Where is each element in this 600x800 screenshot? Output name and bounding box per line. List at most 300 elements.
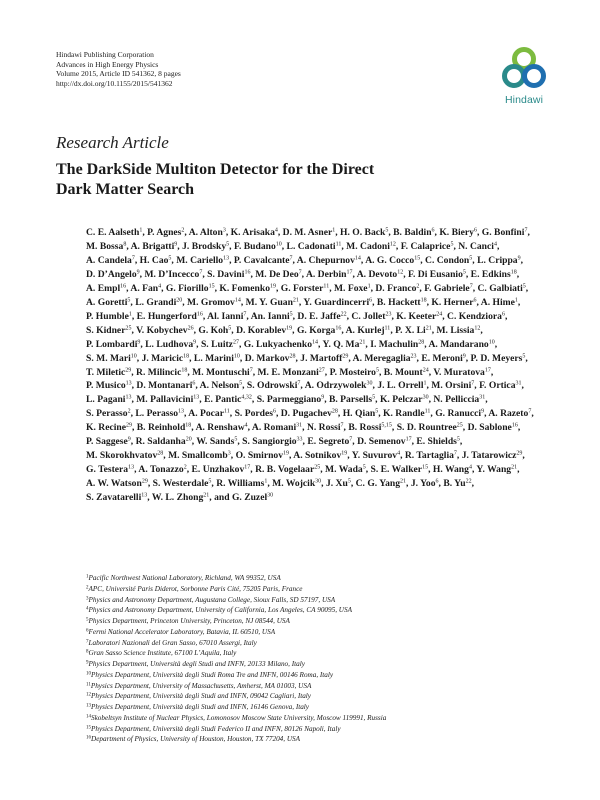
affiliation-number: 9 — [86, 660, 89, 666]
author-affiliation-ref: 1 — [139, 227, 143, 234]
affiliation-item — [86, 648, 556, 659]
author-name: H. Wang — [432, 464, 469, 476]
author-name: A. Fan — [130, 282, 159, 294]
author-name: C. G. Yang — [355, 478, 401, 490]
author-name: A. Nelson — [199, 380, 240, 392]
author-name: G. Bonfini — [481, 227, 525, 238]
author — [176, 255, 229, 266]
author-affiliation-ref: 5 — [469, 255, 473, 262]
author — [137, 311, 203, 322]
author-affiliation-ref: 7 — [528, 408, 532, 415]
author-name: S. M. Mari — [86, 352, 131, 364]
doi-link[interactable]: http://dx.doi.org/10.1155/2015/541362 — [56, 78, 173, 88]
journal-info — [56, 50, 181, 88]
author — [428, 339, 494, 350]
author-name: J. Yoo — [410, 478, 436, 490]
author-affiliation-ref: 7 — [131, 255, 135, 262]
author-name: Y. Guardincerri — [303, 296, 370, 308]
author-affiliation-ref: 4 — [493, 241, 497, 248]
author-name: A. Empl — [86, 282, 121, 294]
author-name: J. L. Orrell — [377, 380, 424, 392]
author-affiliation-ref: 26 — [187, 325, 194, 332]
author-name: S. Zavatarelli — [86, 492, 142, 504]
author-affiliation-ref: 11 — [323, 283, 330, 290]
affiliation-text: Physics Department, Università degli Studi and INFN, 20133 Milano, Italy — [88, 660, 305, 668]
affiliation-item — [86, 605, 556, 616]
author — [153, 478, 212, 489]
author — [431, 380, 474, 391]
title-line-2: Dark Matter Search — [56, 181, 195, 198]
author — [198, 325, 231, 336]
author — [306, 269, 353, 280]
publisher-name: Hindawi Publishing Corporation — [56, 50, 154, 59]
author-name: M. Montuschi — [192, 366, 250, 378]
author — [86, 408, 131, 419]
author-name: K. Herner — [431, 296, 474, 308]
author — [136, 325, 194, 336]
author-name: J. Brodsky — [182, 240, 227, 252]
article-type: Research Article — [56, 133, 169, 152]
author-affiliation-ref: 1 — [128, 311, 132, 318]
article-title — [56, 160, 476, 200]
author-name: A. Alton — [188, 227, 223, 238]
author-name: P. Cavalcante — [233, 254, 290, 266]
author-affiliation-ref: 29 — [342, 353, 349, 360]
author-name: P. Humble — [86, 310, 129, 322]
author — [281, 283, 329, 294]
author-affiliation-ref: 4 — [274, 227, 278, 234]
author — [86, 255, 135, 266]
author-name: S. Davini — [207, 268, 245, 280]
author-affiliation-ref: 16 — [120, 283, 127, 290]
author — [86, 367, 131, 378]
author-affiliation-ref: 20 — [176, 297, 183, 304]
author-name: M. Wada — [325, 464, 363, 476]
author — [371, 464, 429, 475]
author — [436, 325, 480, 336]
author-name: S. Pordes — [234, 408, 273, 420]
author-affiliation-ref: 14 — [234, 297, 241, 304]
author-name: D. D’Angelo — [86, 268, 137, 280]
author — [86, 478, 148, 489]
author — [247, 380, 300, 391]
affiliation-number: 1 — [86, 574, 89, 580]
author-affiliation-ref: 5 — [226, 241, 230, 248]
affiliation-text: Physics Department, Università degli Studi and INFN, 16146 Genova, Italy — [91, 703, 309, 711]
author-affiliation-ref: 30 — [315, 478, 322, 485]
affiliation-item — [86, 573, 556, 584]
author-affiliation-ref: 7 — [297, 380, 301, 387]
author-name: M. Foxe — [334, 282, 368, 294]
author — [207, 269, 250, 280]
author-affiliation-ref: 9 — [174, 241, 178, 248]
author-name: R. B. Vogelaar — [255, 464, 315, 476]
author-name: F. Gabriele — [424, 282, 470, 294]
author-affiliation-ref: 5 — [234, 436, 238, 443]
author — [234, 255, 293, 266]
author — [433, 464, 472, 475]
author — [346, 325, 391, 336]
author — [482, 227, 528, 238]
author-affiliation-ref: 4 — [397, 450, 401, 457]
author — [340, 227, 388, 238]
affiliation-item — [86, 659, 556, 670]
affiliation-item — [86, 670, 556, 681]
author — [86, 227, 142, 238]
affiliation-number: 8 — [86, 649, 89, 655]
author-affiliation-ref: 13 — [193, 394, 200, 401]
hindawi-logo-text: Hindawi — [504, 94, 544, 106]
author-name: M. De Deo — [255, 268, 299, 280]
affiliation-number: 13 — [86, 703, 91, 709]
author-affiliation-ref: 17 — [405, 436, 412, 443]
author-name: B. Hackett — [376, 296, 421, 308]
affiliation-text: Pacific Northwest National Laboratory, Richland, WA 99352, USA — [88, 574, 281, 582]
author — [383, 408, 430, 419]
author — [468, 422, 518, 433]
author-name: A. Chepurnov — [296, 254, 355, 266]
author-affiliation-ref: 18 — [183, 353, 190, 360]
author — [395, 325, 432, 336]
author-name: A. G. Cocco — [365, 254, 415, 266]
author-name: A. Devoto — [356, 268, 398, 280]
author-affiliation-ref: 5 — [239, 380, 243, 387]
author-affiliation-ref: 7 — [349, 436, 353, 443]
author-name: Y. Suvurov — [351, 450, 398, 462]
author-name: A. Hime — [480, 296, 515, 308]
author-affiliation-ref: 10 — [130, 353, 137, 360]
author-name: M. Skorokhvatov — [86, 450, 158, 462]
author — [135, 297, 182, 308]
author — [86, 380, 132, 391]
author-name: A. Romani — [251, 422, 297, 434]
author-affiliation-ref: 29 — [141, 478, 148, 485]
author — [145, 339, 196, 350]
author — [300, 353, 348, 364]
author — [244, 339, 318, 350]
author-name: A. Renshaw — [195, 422, 245, 434]
author-affiliation-ref: 16 — [244, 269, 251, 276]
author-name: S. Odrowski — [246, 380, 298, 392]
author-name: C. Condon — [425, 254, 470, 266]
author — [305, 380, 373, 391]
author-affiliation-ref: 5 — [522, 283, 526, 290]
author-name: M. Wojcik — [272, 478, 316, 490]
author-name: P. D. Meyers — [470, 352, 523, 364]
author-affiliation-ref: 11 — [335, 241, 342, 248]
author-name: S. Kidner — [86, 324, 126, 336]
author-affiliation-ref: 13 — [128, 464, 135, 471]
author — [196, 436, 237, 447]
author — [477, 255, 521, 266]
author-affiliation-ref: 9 — [127, 436, 131, 443]
author — [152, 492, 209, 503]
author — [255, 269, 301, 280]
author-affiliation-ref: 5 — [168, 255, 172, 262]
author-affiliation-ref: 16 — [511, 422, 518, 429]
author — [188, 408, 229, 419]
author-name: G. Ranucci — [435, 408, 482, 420]
author-name: A. Derbin — [305, 268, 347, 280]
author — [281, 408, 338, 419]
affiliation-number: 7 — [86, 639, 89, 644]
author — [86, 422, 132, 433]
author-name: A. Brigatti — [130, 240, 175, 252]
author-name: D. Pugachev — [280, 408, 332, 420]
author — [192, 464, 251, 475]
author-name: An. Ianni — [250, 310, 290, 322]
author — [192, 367, 253, 378]
affiliation-item — [86, 724, 556, 735]
author-name: M. Lissia — [436, 324, 475, 336]
author-affiliation-ref: 29 — [516, 450, 523, 457]
author — [303, 297, 372, 308]
affiliation-text: Physics Department, Princeton University, Princeton, NJ 08544, USA — [88, 617, 290, 625]
author-affiliation-ref: 23 — [410, 353, 417, 360]
author-name: G. Fiorillo — [165, 282, 209, 294]
author — [252, 422, 302, 433]
author-name: F. Ortica — [479, 380, 516, 392]
author-name: D. M. Asner — [282, 227, 333, 238]
author — [194, 353, 240, 364]
author-name: P. Mosteiro — [329, 366, 376, 378]
author — [424, 283, 472, 294]
author-affiliation-ref: 5 — [375, 408, 379, 415]
author — [297, 311, 346, 322]
author — [297, 255, 361, 266]
author-affiliation-ref: 11 — [424, 408, 431, 415]
author — [272, 478, 321, 489]
author — [231, 227, 278, 238]
author — [86, 325, 131, 336]
author — [396, 311, 442, 322]
author-affiliation-ref: 27 — [318, 367, 325, 374]
author — [187, 297, 241, 308]
author-name: C. E. Aalseth — [86, 227, 140, 238]
author-affiliation-ref: 1 — [264, 478, 268, 485]
author-name: Al. Ianni — [207, 310, 244, 322]
author-affiliation-ref: 4,32 — [241, 394, 252, 401]
author-name: E. Meroni — [421, 352, 463, 364]
author-affiliation-ref: 24 — [436, 311, 443, 318]
author-affiliation-ref: 5 — [385, 227, 389, 234]
author-affiliation-ref: 7 — [298, 269, 302, 276]
author-affiliation-ref: 12 — [389, 241, 396, 248]
author-affiliation-ref: 31 — [296, 422, 303, 429]
author-name: B. Reinhold — [136, 422, 186, 434]
author-name: W. Sands — [196, 436, 235, 448]
author-name: S. D. Rountree — [396, 422, 457, 434]
author-name: B. Parsells — [328, 394, 373, 406]
author-affiliation-ref: 6 — [435, 478, 439, 485]
author-affiliation-ref: 30 — [422, 394, 429, 401]
author-affiliation-ref: 5,15 — [381, 422, 392, 429]
author — [245, 353, 296, 364]
author-affiliation-ref: 17 — [244, 464, 251, 471]
author-joiner: and — [214, 492, 230, 504]
author — [405, 450, 457, 461]
author-affiliation-ref: 2 — [183, 464, 187, 471]
author-affiliation-ref: 13 — [125, 380, 132, 387]
affiliation-number: 14 — [86, 714, 91, 720]
author-affiliation-ref: 21 — [511, 464, 518, 471]
author-affiliation-ref: 30 — [366, 380, 373, 387]
author — [433, 394, 485, 405]
author — [86, 311, 132, 322]
author-list: C. E. Aalseth$^1$, P. Agnes$^2$, A. Alton$^3$, K. Arisaka$^4$, D. M. Asner$^1$, H. O. Back$^5$, B. Baldin$^6$, K. Biery$^6$, G. Bonfini$^7$, M. Bossa$^8$, A. Brigatti$^9$, J. Brodsky$^5$, F. Budano$^{10}$, L. Cadonati$^{11}$, M. Cadoni$^{12}$, F. Calaprice$^5$, N. Canci$^4$, A. Candela$^7$, H. Cao$^5$, M. Cariello$^{13}$, P. Cavalcante$^7$, A. Chepurnov$^{14}$, A. G. Cocco$^{15}$, C. Condon$^5$, L. Crippa$^9$, D. D’Angelo$^9$, M. D’Incecco$^7$, S. Davini$^{16}$, M. De Deo$^7$, A. Derbin$^{17}$, A. Devoto$^{12}$, F. Di Eusanio$^5$, E. Edkins$^{18}$, A. Empl$^{16}$, A. Fan$^4$, G. Fiorillo$^{15}$, K. Fomenko$^{19}$, G. Forster$^{11}$, M. Foxe$^1$, D. Franco$^2$, F. Gabriele$^7$, C. Galbiati$^5$, A. Goretti$^5$, L. Grandi$^{20}$, M. Gromov$^{14}$, M. Y. Guan$^{21}$, Y. Guardincerri$^6$, B. Hackett$^{18}$, K. Herner$^6$, A. Hime$^1$, P. Humble$^1$, E. Hungerford$^{16}$, Al. Ianni$^7$, An. Ianni$^5$, D. E. Jaffe$^{22}$, C. Jollet$^{23}$, K. Keeter$^{24}$, C. Kendziora$^6$, S. Kidner$^{25}$, V. Kobychev$^{26}$, G. Koh$^5$, D. Korablev$^{19}$, G. Korga$^{16}$, A. Kurlej$^{11}$, P. X. Li$^{21}$, M. Lissia$^{12}$, P. Lombardi$^9$, L. Ludhova$^9$, S. Luitz$^{27}$, G. Lukyachenko$^{14}$, Y. Q. Ma$^{21}$, I. Machulin$^{28}$, A. Mandarano$^{10}$, S. M. Mari$^{10}$, J. Maricic$^{18}$, L. Marini$^{10}$, D. Markov$^{28}$, J. Martoff$^{29}$, A. Meregaglia$^{23}$, E. Meroni$^9$, P. D. Meyers$^5$, T. Miletic$^{29}$, R. Milincic$^{18}$, M. Montuschi$^7$, M. E. Monzani$^{27}$, P. Mosteiro$^5$, B. Mount$^{24}$, V. Muratova$^{17}$, P. Musico$^{13}$, D. Montanari$^6$, A. Nelson$^5$, S. Odrowski$^7$, A. Odrzywolek$^{30}$, J. L. Orrell$^1$, M. Orsini$^7$, F. Ortica$^{31}$, L. Pagani$^{13}$, M. Pallavicini$^{13}$, E. Pantic$^{4,32}$, S. Parmeggiano$^9$, B. Parsells$^5$, K. Pelczar$^{30}$, N. Pelliccia$^{31}$, S. Perasso$^2$, L. Perasso$^{13}$, A. Pocar$^{11}$, S. Pordes$^6$, D. Pugachev$^{28}$, H. Qian$^5$, K. Randle$^{11}$, G. Ranucci$^9$, A. Razeto$^7$, K. Recine$^{29}$, B. Reinhold$^{18}$, A. Renshaw$^4$, A. Romani$^{31}$, N. Rossi$^7$, B. Rossi$^{5,15}$, S. D. Rountree$^{25}$, D. Sablone$^{16}$, P. Saggese$^9$, R. Saldanha$^{20}$, W. Sands$^5$, S. Sangiorgio$^{33}$, E. Segreto$^7$, D. Semenov$^{17}$, E. Shields$^5$, M. Skorokhvatov$^{28}$, M. Smallcomb$^3$, O. Smirnov$^{19}$, A. Sotnikov$^{19}$, Y. Suvurov$^4$, R. Tartaglia$^7$, J. Tatarowicz$^{29}$, G. Testera$^{13}$, A. Tonazzo$^2$, E. Unzhakov$^{17}$, R. B. Vogelaar$^{25}$, M. Wada$^5$, S. E. Walker$^{15}$, H. Wang$^4$, Y. Wang$^{21}$, A. W. Watson$^{29}$, S. Westerdale$^5$, R. Williams$^1$, M. Wojcik$^{30}$, J. Xu$^5$, C. G. Yang$^{21}$, J. Yoo$^6$, B. Yu$^{22}$, S. Zavatarelli$^{13}$, W. L. Zhong$^{21}$, and G. Zuzel$^{30}$ — [86, 227, 534, 504]
author-name: J. Xu — [325, 478, 348, 490]
author-affiliation-ref: 6 — [473, 227, 477, 234]
author — [384, 367, 429, 378]
journal-name: Advances in High Energy Physics — [56, 59, 159, 69]
author-affiliation-ref: 2 — [127, 408, 131, 415]
author-affiliation-ref: 29 — [125, 367, 132, 374]
author — [462, 450, 523, 461]
author-affiliation-ref: 18 — [181, 367, 188, 374]
author-affiliation-ref: 14 — [312, 339, 318, 346]
author-name: L. Grandi — [135, 296, 177, 308]
author — [219, 283, 276, 294]
author — [352, 450, 400, 461]
affiliation-item — [86, 734, 556, 745]
author — [130, 283, 161, 294]
author — [235, 408, 276, 419]
hindawi-rings-icon — [494, 46, 554, 94]
author-name: A. Candela — [86, 254, 132, 266]
author-affiliation-ref: 18 — [185, 422, 192, 429]
author-name: L. Crippa — [477, 254, 518, 266]
affiliation-text: Laboratori Nazionali del Gran Sasso, 67010 Assergi, Italy — [88, 638, 257, 647]
author — [370, 339, 424, 350]
author — [255, 464, 320, 475]
author-affiliation-ref: 3 — [222, 227, 226, 234]
author-name: C. Jollet — [351, 310, 386, 322]
author-name: H. Cao — [139, 254, 169, 266]
author-affiliation-ref: 18 — [510, 269, 517, 276]
author-name: S. E. Walker — [370, 464, 423, 476]
author-affiliation-ref: 5 — [375, 367, 379, 374]
affiliation-item — [86, 638, 556, 649]
author-name: E. Unzhakov — [191, 464, 245, 476]
author — [425, 255, 472, 266]
author — [397, 422, 463, 433]
author — [86, 339, 140, 350]
author — [330, 367, 379, 378]
author — [343, 408, 379, 419]
author-affiliation-ref: 3 — [227, 450, 231, 457]
author-affiliation-ref: 7 — [199, 269, 203, 276]
author-affiliation-ref: 7 — [340, 422, 344, 429]
author-name: H. Qian — [342, 408, 376, 420]
author-name: G. Forster — [280, 282, 324, 294]
author-name: A. Kurlej — [345, 324, 385, 336]
affiliation-text: Department of Physics, University of Houston, Houston, TX 77204, USA — [91, 735, 301, 744]
author — [136, 436, 192, 447]
author-name: M. E. Monzani — [257, 366, 319, 378]
author — [325, 464, 366, 475]
author — [234, 241, 282, 252]
author-name: C. Galbiati — [477, 282, 523, 294]
author-affiliation-ref: 5 — [522, 353, 526, 360]
author — [86, 450, 163, 461]
author-affiliation-ref: 9 — [462, 353, 466, 360]
author-affiliation-ref: 31 — [479, 394, 486, 401]
author — [207, 311, 246, 322]
author — [488, 408, 531, 419]
author-name: L. Perasso — [135, 408, 179, 420]
author-name: D. Semenov — [357, 436, 406, 448]
author-affiliation-ref: 28 — [418, 339, 425, 346]
author-name: J. Maricic — [141, 352, 184, 364]
author — [421, 353, 465, 364]
author — [86, 241, 126, 252]
author-affiliation-ref: 25 — [125, 325, 132, 332]
author — [307, 422, 344, 433]
author-affiliation-ref: 2 — [416, 283, 420, 290]
author-affiliation-ref: 7 — [289, 255, 293, 262]
author — [140, 255, 172, 266]
author — [408, 269, 466, 280]
author-affiliation-ref: 16 — [335, 325, 342, 332]
author-name: V. Kobychev — [136, 324, 188, 336]
author-name: M. Bossa — [86, 240, 124, 252]
author-affiliation-ref: 7 — [469, 283, 473, 290]
author — [86, 394, 131, 405]
author-name: D. Montanari — [136, 380, 193, 392]
author — [351, 311, 391, 322]
author — [287, 241, 342, 252]
author — [471, 353, 526, 364]
author-name: G. Korga — [296, 324, 336, 336]
affiliation-number: 11 — [86, 682, 91, 687]
affiliation-number: 4 — [86, 606, 89, 612]
author-name: R. Saldanha — [135, 436, 186, 448]
author-affiliation-ref: 7 — [453, 450, 457, 457]
hindawi-logo — [494, 46, 554, 110]
author-name: S. Sangiorgio — [242, 436, 297, 448]
author — [136, 380, 195, 391]
author-affiliation-ref: 5 — [462, 269, 466, 276]
author-name: S. Westerdale — [152, 478, 209, 490]
author-affiliation-ref: 9 — [137, 339, 141, 346]
author — [411, 478, 439, 489]
author — [356, 478, 406, 489]
author-affiliation-ref: 21 — [425, 325, 432, 332]
author-affiliation-ref: 19 — [283, 450, 290, 457]
author — [431, 297, 476, 308]
author — [393, 227, 434, 238]
author-affiliation-ref: 7 — [471, 380, 475, 387]
author-name: C. Kendziora — [447, 310, 502, 322]
author — [86, 353, 137, 364]
author — [168, 450, 231, 461]
author — [216, 478, 267, 489]
author — [329, 394, 375, 405]
author-affiliation-ref: 9 — [481, 408, 485, 415]
affiliation-item — [86, 702, 556, 713]
affiliation-text: APC, Université Paris Diderot, Sorbonne Paris Cité, 75205 Paris, France — [88, 584, 303, 593]
author — [200, 380, 242, 391]
author — [236, 325, 292, 336]
affiliation-text: Fermi National Accelerator Laboratory, Batavia, IL 60510, USA — [88, 627, 276, 636]
author — [435, 408, 484, 419]
author — [232, 492, 273, 503]
author-name: N. Canci — [458, 240, 494, 252]
author — [86, 297, 130, 308]
author-name: E. Shields — [416, 436, 457, 448]
author-name: R. Tartaglia — [404, 450, 454, 462]
affiliation-number: 15 — [86, 725, 91, 730]
